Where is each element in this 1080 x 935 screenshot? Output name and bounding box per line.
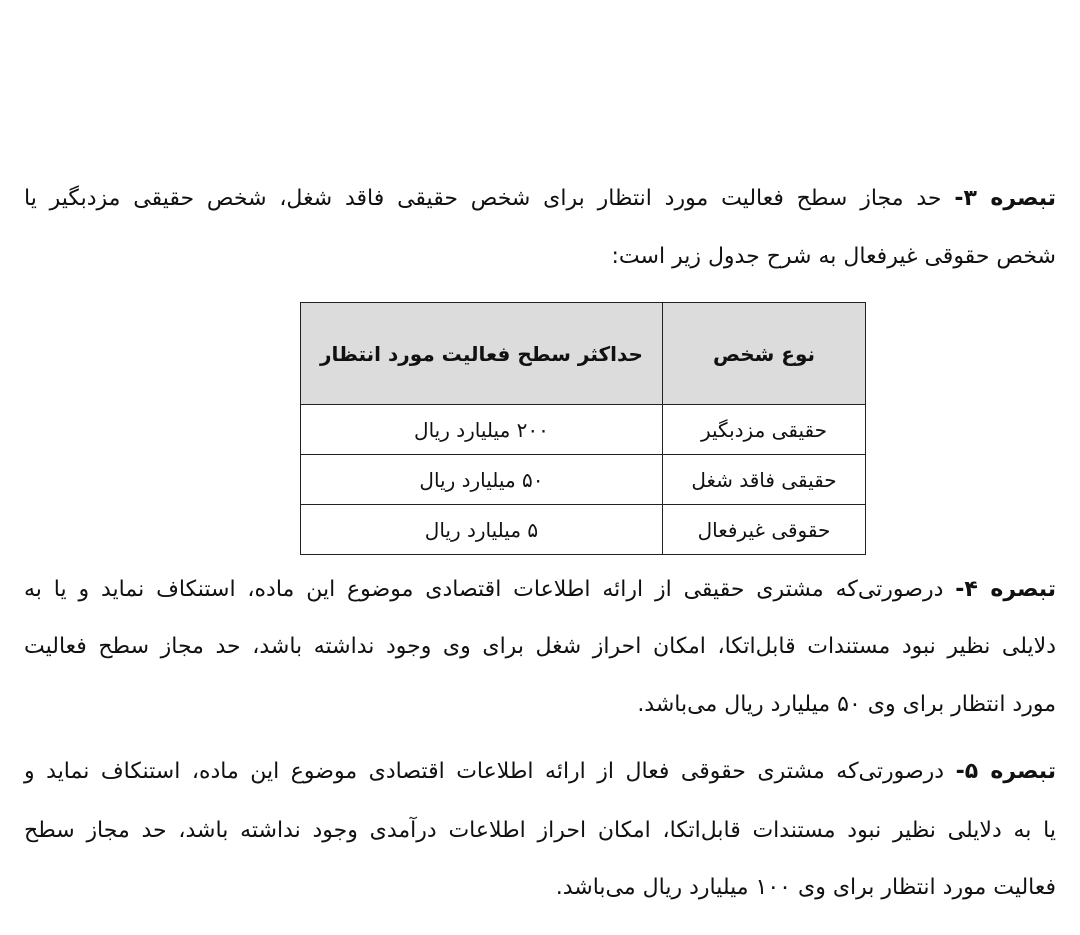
table-row (301, 505, 866, 555)
cell-person-type: حقیقی مزدبگیر (662, 405, 865, 455)
note5-text-2: یا به دلایلی نظیر نبود مستندات قابل‌اتکا، امکان احراز اطلاعات درآمدی وجود نداشته باشد، حد مجاز سطح (24, 818, 1056, 843)
note4-label: تبصره ۴- (955, 577, 1056, 602)
note4-text-3: مورد انتظار برای وی ۵۰ میلیارد ریال می‌باشد. (637, 692, 1056, 717)
header-person-type: نوع شخص (662, 303, 865, 405)
note5-paragraph-line-3 (24, 868, 1056, 908)
activity-limit-table (300, 302, 866, 555)
note4-paragraph-line-1 (24, 570, 1056, 610)
note3-text-2: شخص حقوقی غیرفعال به شرح جدول زیر است: (611, 244, 1056, 269)
note3-text-1: حد مجاز سطح فعالیت مورد انتظار برای شخص حقیقی فاقد شغل، شخص حقیقی مزدبگیر یا (24, 186, 942, 211)
note5-label: تبصره ۵- (955, 759, 1056, 784)
table-header-row (301, 303, 866, 405)
header-max-activity: حداکثر سطح فعالیت مورد انتظار (301, 303, 663, 405)
note3-label: تبصره ۳- (954, 186, 1056, 211)
note5-paragraph-line-2 (24, 811, 1056, 851)
note5-text-1: درصورتی‌که مشتری حقوقی فعال از ارائه اطلاعات اقتصادی موضوع این ماده، استنکاف نماید و (24, 759, 945, 784)
table-row (301, 405, 866, 455)
table-row (301, 455, 866, 505)
cell-max-activity: ۲۰۰ میلیارد ریال (301, 405, 663, 455)
note5-paragraph-line-1 (24, 752, 1056, 792)
note3-paragraph-line-2 (24, 237, 1056, 277)
note4-paragraph-line-2 (24, 627, 1056, 667)
cell-max-activity: ۵ میلیارد ریال (301, 505, 663, 555)
cell-person-type: حقوقی غیرفعال (662, 505, 865, 555)
cell-person-type: حقیقی فاقد شغل (662, 455, 865, 505)
note4-text-2: دلایلی نظیر نبود مستندات قابل‌اتکا، امکان احراز شغل برای وی وجود نداشته باشد، حد مجاز سطح فعالیت (24, 634, 1056, 659)
cell-max-activity: ۵۰ میلیارد ریال (301, 455, 663, 505)
note3-paragraph-line-1 (24, 179, 1056, 219)
note5-text-3: فعالیت مورد انتظار برای وی ۱۰۰ میلیارد ریال می‌باشد. (555, 875, 1056, 900)
note4-paragraph-line-3 (24, 685, 1056, 725)
note4-text-1: درصورتی‌که مشتری حقیقی از ارائه اطلاعات اقتصادی موضوع این ماده، استنکاف نماید و یا به (24, 577, 944, 602)
